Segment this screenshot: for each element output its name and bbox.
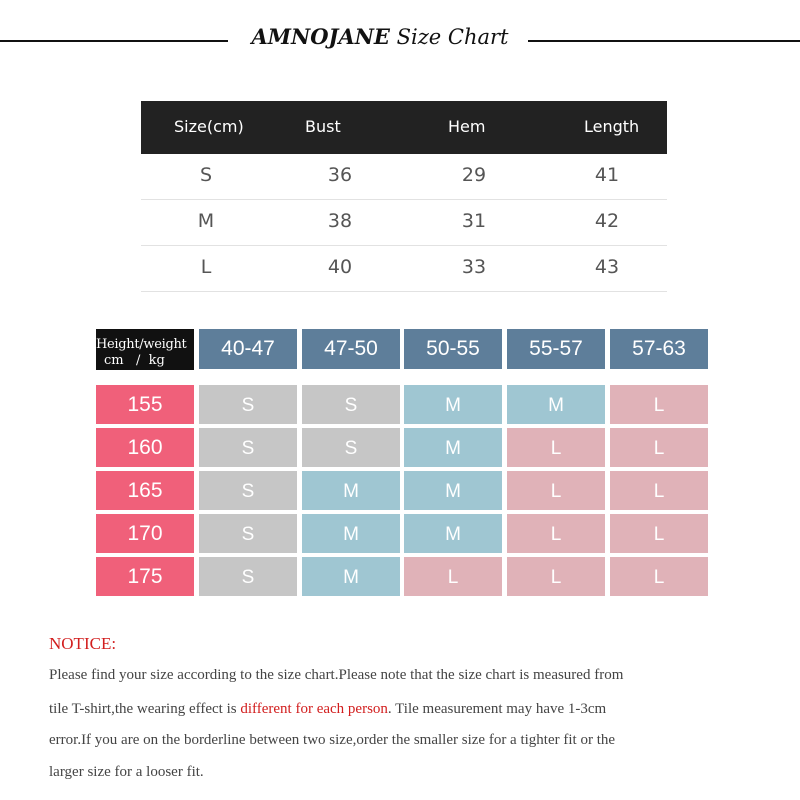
notice-line: Please find your size according to the size chart.Please note that the size chart is measured from: [49, 667, 624, 683]
table-row: [141, 200, 667, 246]
size-cell: L: [610, 514, 708, 553]
size-cell: L: [507, 557, 605, 596]
size-cell: S: [199, 385, 297, 424]
weight-header: 57-63: [610, 329, 708, 369]
header-length: Length: [584, 117, 640, 136]
title-bar: [0, 22, 800, 60]
size-cell: L: [610, 385, 708, 424]
table-cell: 29: [461, 164, 487, 186]
table-header: [141, 101, 667, 154]
notice-text: . Tile measurement may have 1-3cm: [387, 701, 607, 717]
size-cell: M: [507, 385, 605, 424]
title-text: Size Chart: [396, 25, 509, 49]
table-cell: L: [200, 256, 212, 278]
header-size: Size(cm): [174, 117, 244, 136]
size-cell: M: [302, 514, 400, 553]
table-cell: 33: [461, 256, 487, 278]
size-cell: L: [507, 428, 605, 467]
table-cell: 36: [327, 164, 353, 186]
table-cell: S: [199, 164, 213, 186]
height-label: 155: [96, 385, 194, 424]
table-cell: M: [197, 210, 215, 232]
size-cell: M: [302, 471, 400, 510]
height-label: 175: [96, 557, 194, 596]
size-cell: M: [302, 557, 400, 596]
notice-line: error.If you are on the borderline between two size,order the smaller size for a tighter fit or the: [49, 732, 616, 748]
brand-name: AMNOJANE: [251, 24, 390, 49]
title-divider-right: [528, 40, 800, 42]
table-cell: 41: [594, 164, 620, 186]
weight-header: 55-57: [507, 329, 605, 369]
height-label: 170: [96, 514, 194, 553]
size-cell: S: [199, 471, 297, 510]
weight-header: 47-50: [302, 329, 400, 369]
page-title: [240, 24, 520, 49]
notice-title: NOTICE:: [49, 634, 117, 653]
size-cell: L: [404, 557, 502, 596]
table-cell: 38: [327, 210, 353, 232]
size-cell: S: [199, 514, 297, 553]
table-cell: 31: [461, 210, 487, 232]
size-cell: L: [507, 514, 605, 553]
size-cell: S: [199, 557, 297, 596]
size-cell: S: [302, 428, 400, 467]
notice-line: [49, 701, 606, 718]
size-cell: L: [507, 471, 605, 510]
size-cell: L: [610, 557, 708, 596]
size-cell: S: [199, 428, 297, 467]
weight-header: 50-55: [404, 329, 502, 369]
table-cell: 43: [594, 256, 620, 278]
size-cell: L: [610, 428, 708, 467]
title-divider-left: [0, 40, 228, 42]
header-hem: Hem: [448, 117, 486, 136]
size-measurement-table: [141, 101, 667, 292]
notice-text: tile T-shirt,the wearing effect is: [49, 701, 241, 717]
table-cell: 40: [327, 256, 353, 278]
table-row: [141, 154, 667, 200]
size-cell: M: [404, 471, 502, 510]
corner-label: Height/weight: [96, 337, 187, 352]
size-cell: M: [404, 385, 502, 424]
notice-line: larger size for a looser fit.: [49, 764, 204, 780]
header-bust: Bust: [305, 117, 341, 136]
table-row: [141, 246, 667, 292]
height-label: 165: [96, 471, 194, 510]
corner-units: cm / kg: [104, 353, 165, 368]
height-weight-corner: [96, 329, 194, 370]
weight-header: 40-47: [199, 329, 297, 369]
size-cell: S: [302, 385, 400, 424]
notice-highlight: different for each person: [240, 701, 388, 717]
height-label: 160: [96, 428, 194, 467]
table-cell: 42: [594, 210, 620, 232]
size-cell: M: [404, 428, 502, 467]
size-cell: L: [610, 471, 708, 510]
size-cell: M: [404, 514, 502, 553]
